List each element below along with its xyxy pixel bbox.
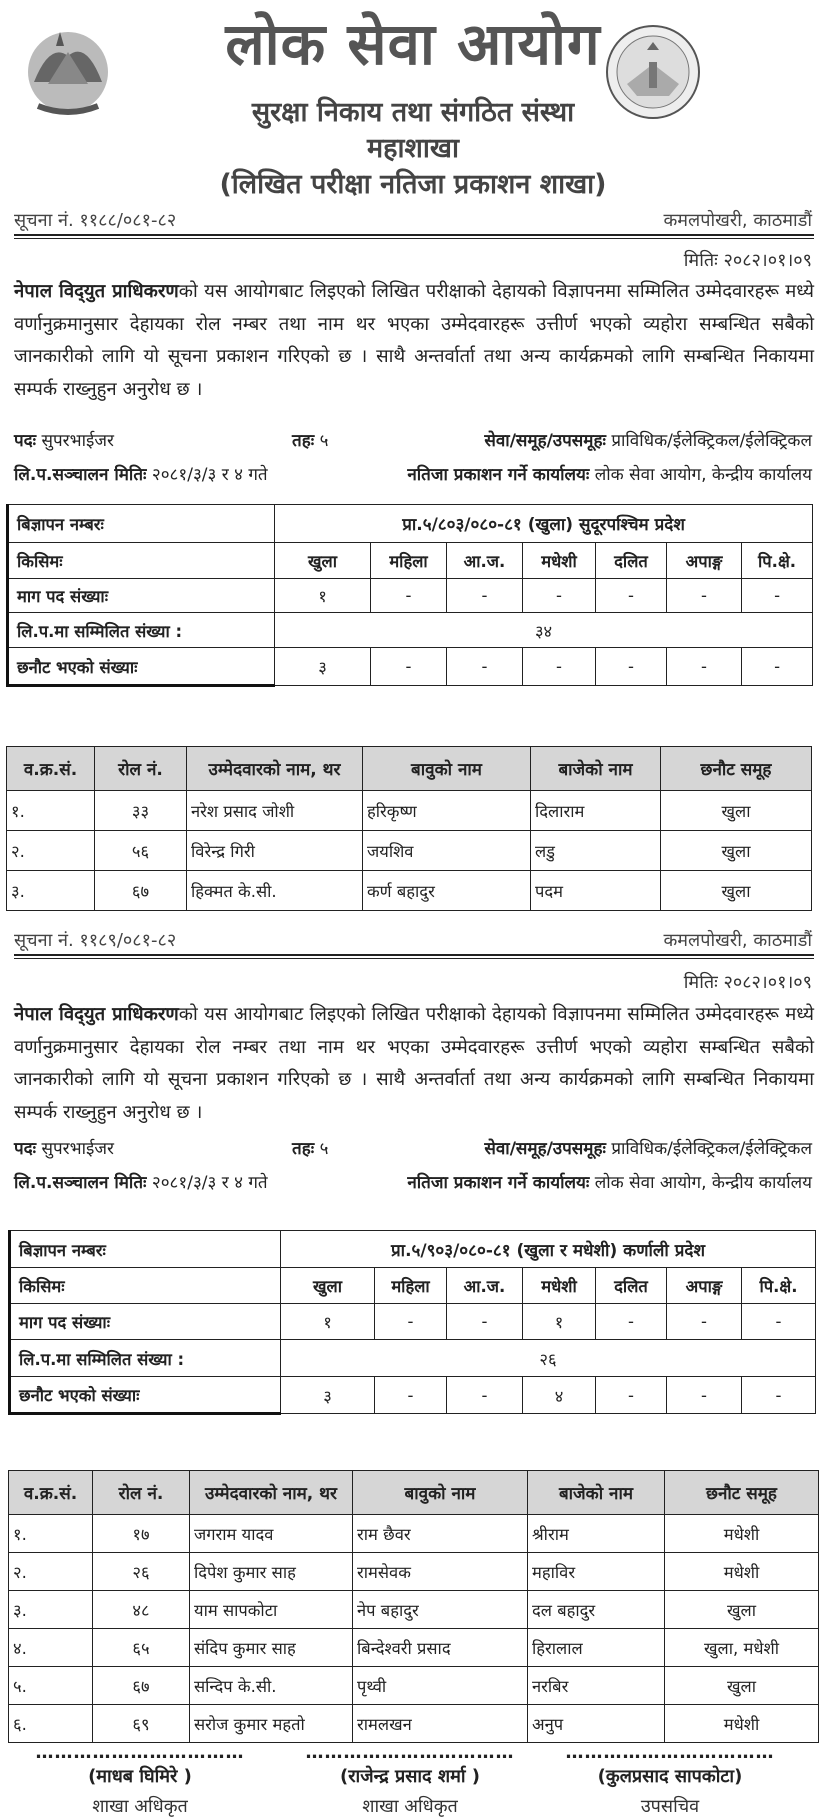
appeared-count: ३४ bbox=[275, 613, 813, 648]
subtitle-branch: (लिखित परीक्षा नतिजा प्रकाशन शाखा) bbox=[219, 169, 607, 200]
notice-date: मितिः २०८२।०१।०९ bbox=[683, 250, 812, 271]
father-cell: नेप बहादुर bbox=[353, 1591, 528, 1629]
group-cell: खुला bbox=[665, 1667, 819, 1705]
vacancy-table bbox=[6, 504, 813, 687]
exam-date-label: लि.प.सञ्चालन मितिः bbox=[14, 1173, 147, 1193]
exam-date-value: २०८१/३/३ र ४ गते bbox=[151, 465, 268, 485]
divider bbox=[14, 234, 814, 239]
type-label: किसिमः bbox=[10, 1268, 281, 1304]
post-info bbox=[14, 428, 114, 451]
father-cell: जयशिव bbox=[363, 831, 531, 871]
type-header: आ.ज. bbox=[447, 1268, 523, 1304]
demand-cell: - bbox=[742, 1304, 816, 1340]
level-value: ५ bbox=[319, 1139, 329, 1159]
subtitle-mahashakha: महाशाखा bbox=[367, 133, 459, 164]
group-cell: खुला bbox=[661, 831, 812, 871]
serial-cell: ४. bbox=[9, 1629, 93, 1667]
post-value: सुपरभाईजर bbox=[41, 431, 114, 451]
results-body bbox=[9, 1515, 819, 1743]
appeared-row bbox=[10, 1340, 816, 1377]
organization-name: नेपाल विद्‌युत प्राधिकरण bbox=[14, 281, 179, 302]
father-cell: पृथ्वी bbox=[353, 1667, 528, 1705]
selected-cell: - bbox=[523, 648, 596, 686]
name-cell: याम सापकोटा bbox=[190, 1591, 353, 1629]
group-cell: मधेशी bbox=[665, 1553, 819, 1591]
demand-row bbox=[10, 1304, 816, 1340]
name-cell: विरेन्द्र गिरी bbox=[187, 831, 363, 871]
name-cell: संदिप कुमार साह bbox=[190, 1629, 353, 1667]
col-group: छनौट समूह bbox=[665, 1471, 819, 1515]
serial-cell: ३. bbox=[7, 871, 95, 911]
level-label: तहः bbox=[292, 431, 315, 451]
type-header: अपाङ्ग bbox=[667, 543, 742, 579]
demand-cell: - bbox=[667, 1304, 742, 1340]
level-info bbox=[292, 1136, 328, 1159]
post-label: पदः bbox=[14, 431, 37, 451]
adv-label: बिज्ञापन नम्बरः bbox=[10, 1231, 281, 1268]
signatory-name: (राजेन्द्र प्रसाद शर्मा ) bbox=[339, 1766, 481, 1787]
signature-line: …………………………… bbox=[305, 1742, 515, 1763]
father-cell: कर्ण बहादुर bbox=[363, 871, 531, 911]
roll-cell: ५६ bbox=[95, 831, 187, 871]
service-label: सेवा/समूह/उपसमूहः bbox=[484, 1139, 606, 1159]
notice-number: सूचना नं. ११८८/०८१-८२ bbox=[14, 210, 177, 231]
results-table bbox=[8, 1470, 819, 1743]
serial-cell: ५. bbox=[9, 1667, 93, 1705]
level-value: ५ bbox=[319, 431, 329, 451]
demand-cell: - bbox=[447, 579, 523, 613]
appeared-label: लि.प.मा सम्मिलित संख्या : bbox=[8, 613, 275, 648]
organization-name: नेपाल विद्‌युत प्राधिकरण bbox=[14, 1004, 179, 1025]
signatory-designation: शाखा अधिकृत bbox=[362, 1796, 458, 1817]
col-name: उम्मेदवारको नाम, थर bbox=[187, 747, 363, 791]
grandfather-cell: लडु bbox=[531, 831, 661, 871]
notice-body: को यस आयोगबाट लिइएको लिखित परीक्षाको देहायको विज्ञापनमा सम्मिलित उम्मेदवारहरू मध्ये वर्णानुक्रमानुसार देहायका रोल नम्बर तथा नाम थर भएका उम्मेदवारहरू उत्तीर्ण भएको व्यहोरा सम्बन्धित सबैको जानकारीको लागि यो सूचना प्रकाशन गरिएको छ । साथै अन्तर्वार्ता तथा अन्य कार्यक्रमको लागि सम्बन्धित निकायमा सम्पर्क राख्नुहुन अनुरोध छ । bbox=[14, 1004, 814, 1123]
post-label: पदः bbox=[14, 1139, 37, 1159]
roll-cell: ४८ bbox=[93, 1591, 190, 1629]
exam-date-info bbox=[14, 1170, 268, 1193]
type-row bbox=[10, 1268, 816, 1304]
col-name: उम्मेदवारको नाम, थर bbox=[190, 1471, 353, 1515]
col-roll: रोल नं. bbox=[93, 1471, 190, 1515]
notice-place: कमलपोखरी, काठमाडौं bbox=[663, 930, 812, 951]
appeared-row bbox=[8, 613, 813, 648]
father-cell: रामसेवक bbox=[353, 1553, 528, 1591]
table-row bbox=[7, 831, 812, 871]
results-body bbox=[7, 791, 812, 911]
serial-cell: १. bbox=[9, 1515, 93, 1553]
signature-line: …………………………… bbox=[565, 1742, 775, 1763]
type-header: अपाङ्ग bbox=[667, 1268, 742, 1304]
group-cell: मधेशी bbox=[665, 1515, 819, 1553]
type-header: महिला bbox=[371, 543, 447, 579]
grandfather-cell: नरबिर bbox=[528, 1667, 665, 1705]
demand-cell: - bbox=[371, 579, 447, 613]
col-grandfather: बाजेको नाम bbox=[528, 1471, 665, 1515]
serial-cell: ३. bbox=[9, 1591, 93, 1629]
roll-cell: ३३ bbox=[95, 791, 187, 831]
type-label: किसिमः bbox=[8, 543, 275, 579]
demand-cell: - bbox=[742, 579, 813, 613]
selected-cell: - bbox=[667, 1377, 742, 1414]
adv-row bbox=[10, 1231, 816, 1268]
office-label: नतिजा प्रकाशन गर्ने कार्यालयः bbox=[407, 465, 590, 485]
office-value: लोक सेवा आयोग, केन्द्रीय कार्यालय bbox=[594, 1173, 812, 1193]
notice-paragraph bbox=[14, 276, 814, 406]
appeared-count: २६ bbox=[281, 1340, 816, 1377]
demand-row bbox=[8, 579, 813, 613]
group-cell: खुला, मधेशी bbox=[665, 1629, 819, 1667]
type-header: दलित bbox=[596, 543, 667, 579]
adv-label: बिज्ञापन नम्बरः bbox=[8, 505, 275, 543]
grandfather-cell: हिरालाल bbox=[528, 1629, 665, 1667]
selected-row bbox=[10, 1377, 816, 1414]
vacancy-table bbox=[8, 1230, 816, 1415]
signature-block bbox=[300, 1742, 520, 1818]
notice-paragraph bbox=[14, 999, 814, 1129]
signatory-designation: उपसचिव bbox=[640, 1796, 700, 1817]
name-cell: हिक्मत के.सी. bbox=[187, 871, 363, 911]
demand-cell: - bbox=[523, 579, 596, 613]
exam-date-info bbox=[14, 462, 268, 485]
col-grandfather: बाजेको नाम bbox=[531, 747, 661, 791]
group-cell: खुला bbox=[661, 871, 812, 911]
office-label: नतिजा प्रकाशन गर्ने कार्यालयः bbox=[407, 1173, 590, 1193]
notice-number: सूचना नं. ११८९/०८१-८२ bbox=[14, 930, 177, 951]
serial-cell: ६. bbox=[9, 1705, 93, 1743]
grandfather-cell: दिलाराम bbox=[531, 791, 661, 831]
type-header: खुला bbox=[275, 543, 371, 579]
table-row bbox=[9, 1515, 819, 1553]
name-cell: सन्दिप के.सी. bbox=[190, 1667, 353, 1705]
type-header: पि.क्षे. bbox=[742, 543, 813, 579]
level-info bbox=[292, 428, 328, 451]
office-value: लोक सेवा आयोग, केन्द्रीय कार्यालय bbox=[594, 465, 812, 485]
roll-cell: ६७ bbox=[95, 871, 187, 911]
notice-date: मितिः २०८२।०१।०९ bbox=[683, 972, 812, 993]
service-label: सेवा/समूह/उपसमूहः bbox=[484, 431, 606, 451]
service-info bbox=[484, 1136, 812, 1159]
signature-block bbox=[560, 1742, 780, 1818]
demand-cell: - bbox=[667, 579, 742, 613]
father-cell: हरिकृष्ण bbox=[363, 791, 531, 831]
name-cell: दिपेश कुमार साह bbox=[190, 1553, 353, 1591]
col-serial: व.क्र.सं. bbox=[9, 1471, 93, 1515]
serial-cell: १. bbox=[7, 791, 95, 831]
group-cell: मधेशी bbox=[665, 1705, 819, 1743]
signature-block bbox=[30, 1742, 250, 1818]
selected-row bbox=[8, 648, 813, 686]
demand-cell: १ bbox=[281, 1304, 375, 1340]
roll-cell: २६ bbox=[93, 1553, 190, 1591]
divider bbox=[14, 954, 814, 959]
demand-cell: १ bbox=[523, 1304, 596, 1340]
roll-cell: ६७ bbox=[93, 1667, 190, 1705]
demand-cell: - bbox=[596, 1304, 667, 1340]
adv-row bbox=[8, 505, 813, 543]
signature-line: …………………………… bbox=[35, 1742, 245, 1763]
selected-cell: - bbox=[371, 648, 447, 686]
service-info bbox=[484, 428, 812, 451]
serial-cell: २. bbox=[7, 831, 95, 871]
signatory-name: (कुलप्रसाद सापकोटा) bbox=[597, 1766, 743, 1787]
demand-cell: १ bbox=[275, 579, 371, 613]
roll-cell: ६५ bbox=[93, 1629, 190, 1667]
demand-cell: - bbox=[447, 1304, 523, 1340]
type-header: महिला bbox=[375, 1268, 447, 1304]
group-cell: खुला bbox=[661, 791, 812, 831]
table-row bbox=[9, 1705, 819, 1743]
selected-cell: ३ bbox=[281, 1377, 375, 1414]
demand-cell: - bbox=[596, 579, 667, 613]
group-cell: खुला bbox=[665, 1591, 819, 1629]
selected-cell: ४ bbox=[523, 1377, 596, 1414]
exam-date-label: लि.प.सञ्चालन मितिः bbox=[14, 465, 147, 485]
table-row bbox=[7, 791, 812, 831]
service-value: प्राविधिक/ईलेक्ट्रिकल/ईलेक्ट्रिकल bbox=[611, 1139, 812, 1159]
selected-cell: - bbox=[742, 1377, 816, 1414]
name-cell: सरोज कुमार महतो bbox=[190, 1705, 353, 1743]
exam-date-value: २०८१/३/३ र ४ गते bbox=[151, 1173, 268, 1193]
appeared-label: लि.प.मा सम्मिलित संख्या : bbox=[10, 1340, 281, 1377]
type-header: दलित bbox=[596, 1268, 667, 1304]
selected-cell: - bbox=[447, 648, 523, 686]
type-header: पि.क्षे. bbox=[742, 1268, 816, 1304]
results-header-row bbox=[9, 1471, 819, 1515]
demand-cell: - bbox=[375, 1304, 447, 1340]
type-header: आ.ज. bbox=[447, 543, 523, 579]
name-cell: नरेश प्रसाद जोशी bbox=[187, 791, 363, 831]
father-cell: रामलखन bbox=[353, 1705, 528, 1743]
table-row bbox=[9, 1629, 819, 1667]
demand-label: माग पद संख्याः bbox=[10, 1304, 281, 1340]
table-row bbox=[9, 1667, 819, 1705]
page-title: लोक सेवा आयोग bbox=[225, 10, 601, 78]
serial-cell: २. bbox=[9, 1553, 93, 1591]
office-info bbox=[407, 462, 812, 485]
roll-cell: ६९ bbox=[93, 1705, 190, 1743]
type-header: मधेशी bbox=[523, 543, 596, 579]
level-label: तहः bbox=[292, 1139, 315, 1159]
office-info bbox=[407, 1170, 812, 1193]
col-serial: व.क्र.सं. bbox=[7, 747, 95, 791]
adv-number: प्रा.५/८०३/०८०-८१ (खुला) सुदूरपश्चिम प्रदेश bbox=[275, 505, 813, 543]
adv-number: प्रा.५/९०३/०८०-८१ (खुला र मधेशी) कर्णाली प्रदेश bbox=[281, 1231, 816, 1268]
selected-label: छनौट भएको संख्याः bbox=[8, 648, 275, 686]
signatory-name: (माधब घिमिरे ) bbox=[88, 1766, 192, 1787]
grandfather-cell: श्रीराम bbox=[528, 1515, 665, 1553]
roll-cell: १७ bbox=[93, 1515, 190, 1553]
selected-cell: - bbox=[667, 648, 742, 686]
name-cell: जगराम यादव bbox=[190, 1515, 353, 1553]
selected-label: छनौट भएको संख्याः bbox=[10, 1377, 281, 1414]
col-group: छनौट समूह bbox=[661, 747, 812, 791]
post-info bbox=[14, 1136, 114, 1159]
table-row bbox=[7, 871, 812, 911]
service-value: प्राविधिक/ईलेक्ट्रिकल/ईलेक्ट्रिकल bbox=[611, 431, 812, 451]
selected-cell: - bbox=[375, 1377, 447, 1414]
selected-cell: - bbox=[447, 1377, 523, 1414]
selected-cell: - bbox=[596, 1377, 667, 1414]
col-father: बावुको नाम bbox=[363, 747, 531, 791]
col-roll: रोल नं. bbox=[95, 747, 187, 791]
notice-place: कमलपोखरी, काठमाडौं bbox=[663, 210, 812, 231]
grandfather-cell: अनुप bbox=[528, 1705, 665, 1743]
table-row bbox=[9, 1591, 819, 1629]
grandfather-cell: दल बहादुर bbox=[528, 1591, 665, 1629]
demand-label: माग पद संख्याः bbox=[8, 579, 275, 613]
type-header: खुला bbox=[281, 1268, 375, 1304]
subtitle-division: सुरक्षा निकाय तथा संगठित संस्था bbox=[251, 97, 575, 128]
post-value: सुपरभाईजर bbox=[41, 1139, 114, 1159]
notice-body: को यस आयोगबाट लिइएको लिखित परीक्षाको देहायको विज्ञापनमा सम्मिलित उम्मेदवारहरू मध्ये वर्णानुक्रमानुसार देहायका रोल नम्बर तथा नाम थर भएका उम्मेदवारहरू उत्तीर्ण भएको व्यहोरा सम्बन्धित सबैको जानकारीको लागि यो सूचना प्रकाशन गरिएको छ । साथै अन्तर्वार्ता तथा अन्य कार्यक्रमको लागि सम्बन्धित निकायमा सम्पर्क राख्नुहुन अनुरोध छ । bbox=[14, 281, 814, 400]
table-row bbox=[9, 1553, 819, 1591]
father-cell: राम छैवर bbox=[353, 1515, 528, 1553]
grandfather-cell: महाविर bbox=[528, 1553, 665, 1591]
father-cell: बिन्देश्वरी प्रसाद bbox=[353, 1629, 528, 1667]
type-row bbox=[8, 543, 813, 579]
col-father: बावुको नाम bbox=[353, 1471, 528, 1515]
selected-cell: - bbox=[742, 648, 813, 686]
results-table bbox=[6, 746, 812, 911]
results-header-row bbox=[7, 747, 812, 791]
selected-cell: ३ bbox=[275, 648, 371, 686]
signatory-designation: शाखा अधिकृत bbox=[92, 1796, 188, 1817]
type-header: मधेशी bbox=[523, 1268, 596, 1304]
grandfather-cell: पदम bbox=[531, 871, 661, 911]
selected-cell: - bbox=[596, 648, 667, 686]
